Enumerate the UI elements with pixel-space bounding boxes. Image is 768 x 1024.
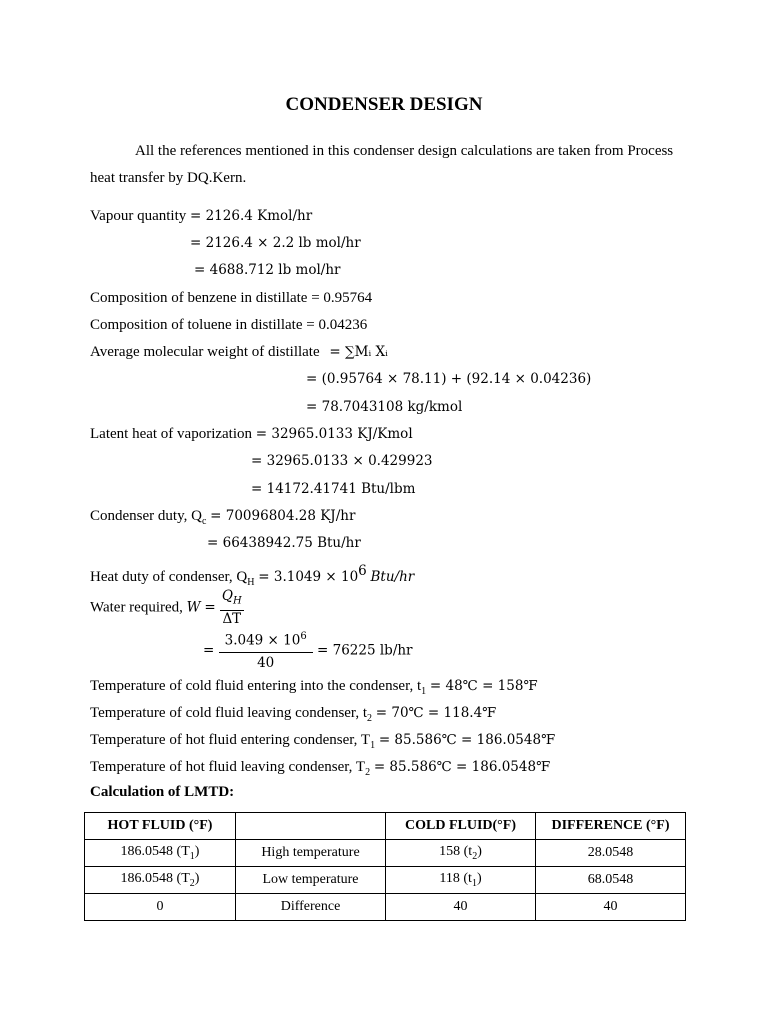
water-result: = 76225 lb/hr [317, 642, 413, 659]
temp-hot-out-value: = 85.586℃ = 186.0548℉ [373, 759, 551, 775]
water-frac-num: Q [221, 588, 233, 604]
water-frac-sub: H [233, 595, 242, 607]
cell-hot-text: 186.0548 (T [120, 871, 190, 887]
vapour-line-3: = 4688.712 lb mol/hr [194, 262, 341, 278]
lmtd-heading: Calculation of LMTD: [90, 784, 235, 800]
water-calc-den: 40 [257, 654, 275, 671]
lmtd-table [84, 812, 686, 921]
cell-label: Low temperature [236, 867, 386, 894]
cell-hot-text: 186.0548 (T [120, 844, 190, 860]
vapour-line-1 [90, 205, 312, 227]
duty-line-1 [90, 505, 355, 527]
vapour-line-2: = 2126.4 × 2.2 lb mol/hr [190, 235, 361, 251]
heat-duty-unit: Btu/hr [370, 569, 415, 585]
duty-line-2: = 66438942.75 Btu/hr [207, 535, 361, 551]
cell-hot-sub: 2 [189, 877, 195, 889]
table-row [85, 840, 686, 867]
heat-duty-value: = 3.1049 × 10 [258, 569, 359, 585]
page-title: CONDENSER DESIGN [285, 94, 483, 115]
cell-hot-sub: 1 [189, 850, 195, 862]
temp-hot-in-label: Temperature of hot fluid entering condenser, T [90, 732, 371, 748]
cell-diff: 28.0548 [536, 840, 686, 867]
latent-line-1 [90, 423, 413, 445]
header-difference: DIFFERENCE (°F) [536, 813, 686, 840]
vapour-label: Vapour quantity [90, 208, 187, 224]
duty-sub: c [201, 516, 207, 527]
mw-value-1: = ∑Mᵢ Xᵢ [329, 344, 388, 360]
intro-text: All the references mentioned in this condenser design calculations are taken from Process heat transfer by DQ.Kern. [90, 143, 674, 186]
cell-cold-text: 118 (t [439, 871, 472, 887]
temp-hot-in [90, 729, 555, 751]
duty-label: Condenser duty, Q [90, 508, 202, 524]
cell-hot: 0 [85, 894, 236, 921]
benzene-composition: Composition of benzene in distillate = 0.95764 [90, 290, 373, 306]
latent-line-2: = 32965.0133 × 0.429923 [251, 453, 433, 469]
heat-duty-sub: H [247, 577, 255, 588]
temp-hot-out-label: Temperature of hot fluid leaving condenser, T [90, 759, 366, 775]
cell-cold: 118 $(t_1)$ [386, 867, 536, 894]
cell-diff: 68.0548 [536, 867, 686, 894]
water-calc-fraction [219, 628, 313, 673]
header-cold-fluid: COLD FLUID(°F) [386, 813, 536, 840]
cell-label: Difference [236, 894, 386, 921]
table-row [85, 867, 686, 894]
temp-cold-in-value: = 48℃ = 158℉ [429, 678, 538, 694]
heat-duty-line [90, 560, 415, 588]
water-symbol: W [186, 599, 201, 616]
temp-cold-out-value: = 70℃ = 118.4℉ [375, 705, 497, 721]
vapour-value-1: = 2126.4 Kmol/hr [189, 208, 313, 224]
mw-line-1 [90, 341, 388, 363]
temp-cold-out [90, 702, 496, 724]
latent-label: Latent heat of vaporization [90, 426, 253, 442]
temp-cold-in-sub: 1 [421, 686, 427, 697]
cell-hot: 186.0548 $(T_1)$ [85, 840, 236, 867]
water-label: Water required, [90, 599, 183, 616]
latent-value-1: = 32965.0133 KJ/Kmol [255, 426, 413, 442]
water-calculation: = $\frac{3.049 \times 10^6}{40}$ = 76225 lb/hr [203, 628, 413, 673]
table-header-row [85, 813, 686, 840]
temp-cold-in [90, 675, 538, 697]
intro-paragraph [90, 138, 690, 192]
temp-hot-out [90, 756, 550, 778]
cell-label: High temperature [236, 840, 386, 867]
heat-duty-label: Heat duty of condenser, Q [90, 569, 248, 585]
temp-cold-out-label: Temperature of cold fluid leaving condenser, t [90, 705, 367, 721]
mw-label: Average molecular weight of distillate [90, 344, 320, 360]
cell-cold-text: 158 (t [439, 844, 473, 860]
temp-hot-in-sub: 1 [370, 740, 376, 751]
header-hot-fluid: HOT FLUID (°F) [85, 813, 236, 840]
cell-cold-sub: 2 [472, 850, 478, 862]
toluene-composition: Composition of toluene in distillate = 0.04236 [90, 317, 368, 333]
water-calc-num: 3.049 × 10 [224, 632, 301, 649]
water-calc-exp: 6 [300, 631, 307, 642]
heat-duty-exp: 6 [358, 563, 367, 579]
temp-cold-in-label: Temperature of cold fluid entering into the condenser, t [90, 678, 422, 694]
latent-line-3: = 14172.41741 Btu/lbm [251, 481, 416, 497]
table-row [85, 894, 686, 921]
cell-diff: 40 [536, 894, 686, 921]
temp-cold-out-sub: 2 [367, 713, 372, 724]
temp-hot-out-sub: 2 [365, 767, 371, 778]
water-frac-den: ΔT [222, 610, 242, 627]
water-formula: Water required, W = $\frac{Q_H}{\Delta T}$ [90, 588, 242, 627]
temp-hot-in-value: = 85.586℃ = 186.0548℉ [378, 732, 556, 748]
cell-cold: 40 [386, 894, 536, 921]
cell-hot: 186.0548 $(T_2)$ [85, 867, 236, 894]
cell-cold: 158 $(t_2)$ [386, 840, 536, 867]
header-blank [236, 813, 386, 840]
mw-line-2: = (0.95764 × 78.11) + (92.14 × 0.04236) [306, 371, 592, 387]
water-fraction [220, 588, 244, 628]
mw-line-3: = 78.7043108 kg/kmol [306, 399, 463, 415]
duty-value-1: = 70096804.28 KJ/hr [210, 508, 356, 524]
cell-cold-sub: 1 [471, 877, 477, 889]
